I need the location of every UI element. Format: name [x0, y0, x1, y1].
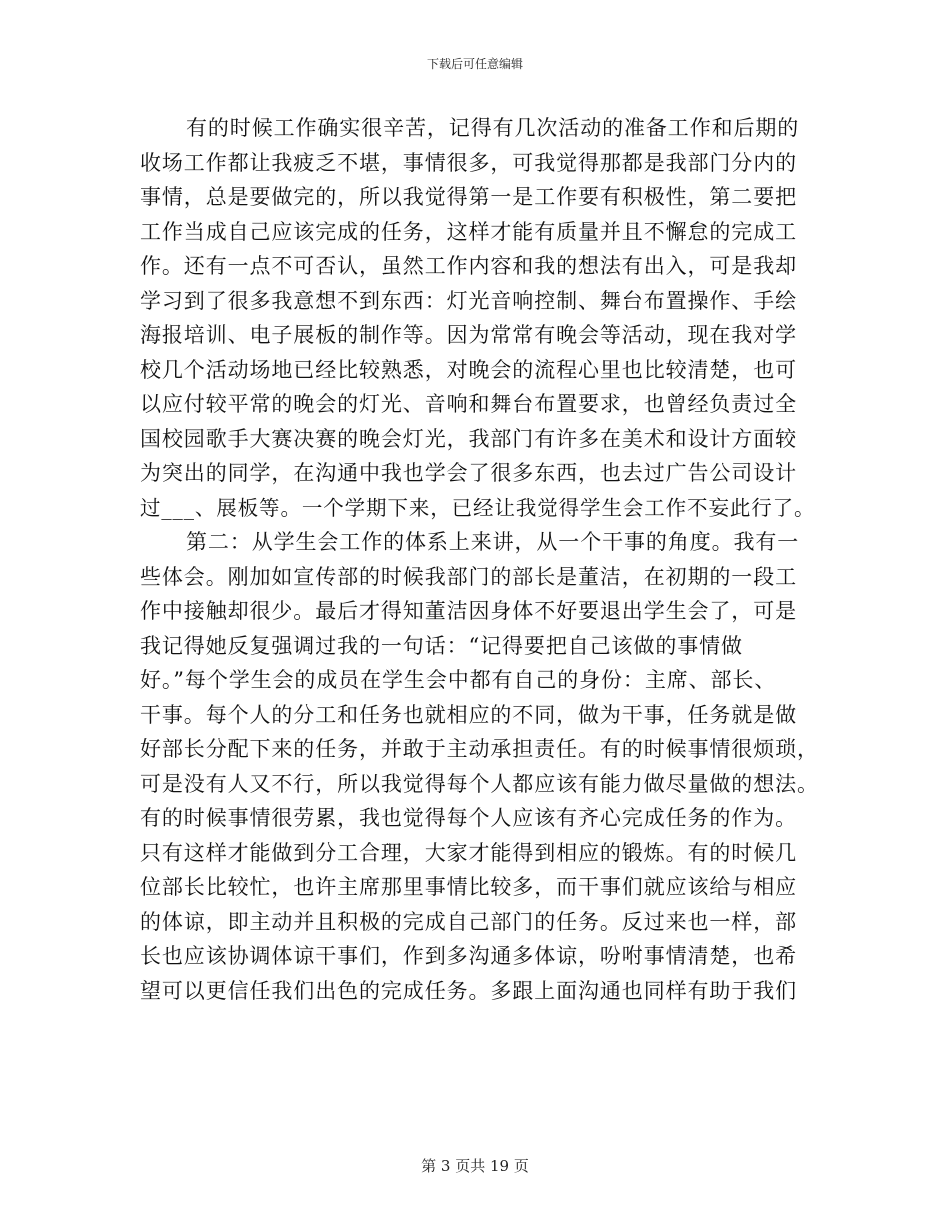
- page-header: 下载后可任意编辑: [426, 57, 523, 71]
- text-line: 收场工作都让我疲乏不堪，事情很多，可我觉得那都是我部门分内的: [140, 150, 797, 175]
- document-body: [140, 111, 820, 1008]
- text-line: 的体谅，即主动并且积极的完成自己部门的任务。反过来也一样，部: [140, 909, 797, 934]
- text-line: 好。”每个学生会的成员在学生会中都有自己的身份：主席、部长、: [140, 668, 777, 692]
- page-footer: 第 3 页共 19 页: [421, 1157, 529, 1175]
- text-line: 第二：从学生会工作的体系上来讲，从一个干事的角度。我有一: [186, 530, 800, 554]
- text-line: 校几个活动场地已经比较熟悉，对晚会的流程心里也比较清楚，也可: [140, 357, 797, 382]
- text-line: 工作当成自己应该完成的任务，这样才能有质量并且不懈怠的完成工: [140, 219, 797, 244]
- text-line: 长也应该协调体谅干事们，作到多沟通多体谅，吩咐事情清楚，也希: [140, 944, 797, 968]
- text-line: 作。还有一点不可否认，虽然工作内容和我的想法有出入，可是我却: [140, 254, 797, 278]
- text-line: 可是没有人又不行，所以我觉得每个人都应该有能力做尽量做的想法。: [140, 771, 819, 796]
- text-line: 过___、展板等。一个学期下来，已经让我觉得学生会工作不妄此行了。: [140, 495, 816, 520]
- text-line: 干事。每个人的分工和任务也就相应的不同，做为干事，任务就是做: [140, 702, 797, 727]
- text-line: 有的时候工作确实很辛苦，记得有几次活动的准备工作和后期的: [186, 116, 800, 140]
- text-line: 位部长比较忙，也许主席那里事情比较多，而干事们就应该给与相应: [140, 875, 797, 899]
- text-line: 海报培训、电子展板的制作等。因为常常有晚会等活动，现在我对学: [140, 323, 797, 347]
- text-line: 国校园歌手大赛决赛的晚会灯光，我部门有许多在美术和设计方面较: [140, 426, 797, 451]
- text-line: 为突出的同学，在沟通中我也学会了很多东西，也去过广告公司设计: [140, 461, 797, 485]
- text-line: 事情，总是要做完的，所以我觉得第一是工作要有积极性，第二要把: [140, 185, 797, 209]
- text-line: 有的时候事情很劳累，我也觉得每个人应该有齐心完成任务的作为。: [140, 806, 797, 830]
- text-line: 好部长分配下来的任务，并敢于主动承担责任。有的时候事情很烦琐，: [140, 737, 819, 761]
- text-line: 我记得她反复强调过我的一句话：“记得要把自己该做的事情做: [140, 633, 743, 658]
- text-line: 些体会。刚加如宣传部的时候我部门的部长是董洁，在初期的一段工: [140, 564, 797, 589]
- text-line: 作中接触却很少。最后才得知董洁因身体不好要退出学生会了，可是: [140, 599, 797, 623]
- text-line: 只有这样才能做到分工合理，大家才能得到相应的锻炼。有的时候几: [140, 840, 797, 865]
- text-line: 学习到了很多我意想不到东西：灯光音响控制、舞台布置操作、手绘: [140, 288, 797, 313]
- text-line: 以应付较平常的晚会的灯光、音响和舞台布置要求，也曾经负责过全: [140, 392, 797, 416]
- text-line: 望可以更信任我们出色的完成任务。多跟上面沟通也同样有助于我们: [140, 978, 797, 1003]
